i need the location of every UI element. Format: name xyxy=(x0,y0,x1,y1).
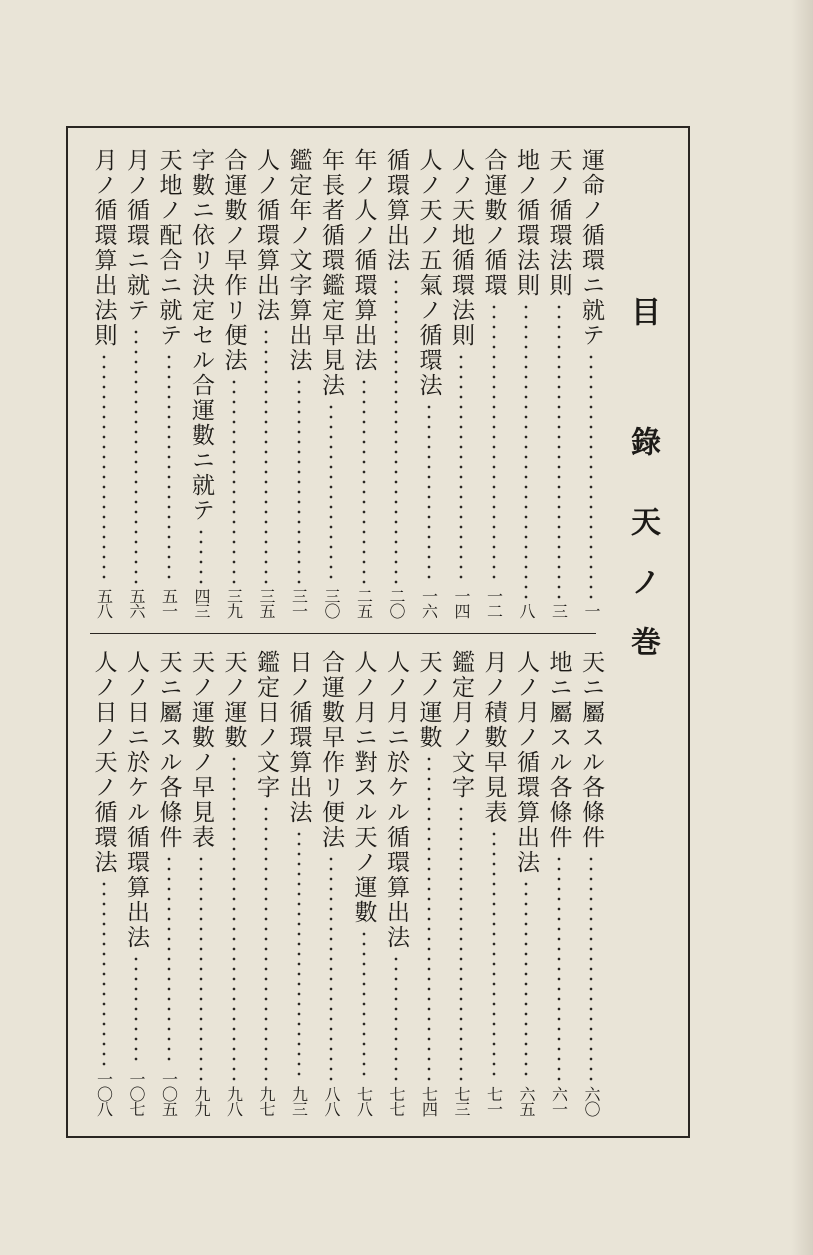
toc-entry-label: 鑑定年ノ文字算出法 xyxy=(285,148,312,373)
title-char-2: 錄 xyxy=(625,426,660,456)
toc-entry-label: 月ノ積數早見表 xyxy=(480,650,507,825)
toc-leader-dots xyxy=(102,879,106,1067)
toc-leader-dots xyxy=(232,754,236,1082)
title-char-4: ノ xyxy=(625,566,660,596)
toc-leader-dots xyxy=(459,352,463,584)
toc-page-number: 四三 xyxy=(192,588,211,618)
toc-entry-label: 循環算出法 xyxy=(383,148,409,273)
toc-entry xyxy=(282,650,316,1116)
toc-entry xyxy=(412,650,446,1116)
toc-entry-label: 天ニ屬スル各條件 xyxy=(155,650,182,850)
toc-entry xyxy=(119,148,153,618)
toc-leader-dots xyxy=(589,352,593,599)
toc-leader-dots xyxy=(394,277,398,584)
toc-page-number: 二〇 xyxy=(387,588,406,618)
toc-leader-dots xyxy=(427,402,431,584)
toc-leader-dots xyxy=(297,377,301,584)
toc-entry-label: 運命ノ循環ニ就テ xyxy=(578,148,604,348)
toc-entry xyxy=(184,148,218,618)
toc-leader-dots xyxy=(167,352,171,584)
toc-leader-dots xyxy=(524,879,528,1082)
toc-entry xyxy=(347,650,381,1116)
toc-entry-label: 人ノ日ノ天ノ循環法 xyxy=(90,650,117,875)
toc-page-number: 七三 xyxy=(452,1086,471,1116)
toc-page-number: 七一 xyxy=(484,1086,504,1116)
toc-page-number: 七八 xyxy=(354,1086,374,1116)
toc-leader-dots xyxy=(589,854,593,1082)
toc-entry xyxy=(509,148,543,618)
toc-leader-dots xyxy=(329,402,333,584)
toc-page-number: 九三 xyxy=(289,1086,309,1116)
toc-leader-dots xyxy=(232,377,236,584)
toc-entry xyxy=(444,650,478,1116)
toc-entry xyxy=(249,650,283,1116)
toc-page-number: 六五 xyxy=(517,1086,536,1116)
toc-leader-dots xyxy=(362,377,366,584)
toc-page-number: 六〇 xyxy=(582,1086,601,1116)
title-char-1: 目 xyxy=(625,296,660,326)
toc-entry-label: 人ノ月ノ循環算出法 xyxy=(513,650,539,875)
toc-entry xyxy=(87,650,121,1116)
toc-page-number: 七七 xyxy=(387,1086,406,1116)
toc-entry-label: 人ノ天ノ五氣ノ循環法 xyxy=(415,148,442,398)
toc-entry-label: 合運數ノ循環 xyxy=(480,148,507,298)
toc-leader-dots xyxy=(297,829,301,1082)
toc-page-number: 三〇 xyxy=(322,588,341,618)
toc-entry xyxy=(347,148,381,618)
toc-entry-label: 年ノ人ノ循環算出法 xyxy=(350,148,377,373)
toc-entry-label: 月ノ循環ニ就テ xyxy=(123,148,149,323)
toc-entry xyxy=(477,650,511,1116)
toc-page-number: 一〇八 xyxy=(94,1071,114,1116)
toc-leader-dots xyxy=(167,854,171,1067)
toc-page-number: 九八 xyxy=(224,1086,244,1116)
title-char-3: 天 xyxy=(625,506,660,536)
toc-entry-label: 月ノ循環算出法則 xyxy=(90,148,117,348)
toc-entry-label: 人ノ月ニ於ケル循環算出法 xyxy=(383,650,409,950)
toc-entry xyxy=(152,148,186,618)
toc-entry xyxy=(119,650,153,1116)
toc-entry-label: 人ノ日ニ於ケル循環算出法 xyxy=(123,650,149,950)
toc-leader-dots xyxy=(427,754,431,1082)
toc-entry xyxy=(509,650,543,1116)
toc-page-number: 八八 xyxy=(322,1086,341,1116)
toc-leader-dots xyxy=(394,954,398,1082)
toc-page-number: 一 xyxy=(582,603,601,618)
toc-page-number: 一〇五 xyxy=(159,1071,179,1116)
toc-leader-dots xyxy=(459,804,463,1082)
toc-entry xyxy=(87,148,121,618)
toc-page-number: 一六 xyxy=(419,588,439,618)
toc-leader-dots xyxy=(199,527,203,584)
toc-entry xyxy=(574,148,608,618)
page-title xyxy=(610,296,670,666)
toc-entry-label: 天地ノ配合ニ就テ xyxy=(155,148,182,348)
toc-page-number: 一二 xyxy=(484,588,504,618)
toc-entry-label: 年長者循環鑑定早見法 xyxy=(318,148,344,398)
toc-leader-dots xyxy=(134,327,138,584)
toc-page-number: 五一 xyxy=(159,588,179,618)
toc-entry xyxy=(184,650,218,1116)
toc-entry xyxy=(379,650,413,1116)
toc-entry-label: 鑑定月ノ文字 xyxy=(448,650,474,800)
toc-page-number: 五八 xyxy=(94,588,114,618)
toc-leader-dots xyxy=(264,327,268,584)
toc-entry-label: 人ノ月ニ對スル天ノ運數 xyxy=(350,650,377,925)
toc-leader-dots xyxy=(557,302,561,599)
title-char-5: 巻 xyxy=(625,626,660,656)
toc-entry-label: 地ノ循環法則 xyxy=(513,148,539,298)
toc-page-number: 三九 xyxy=(224,588,244,618)
toc-page-number: 三 xyxy=(549,603,569,618)
toc-entry xyxy=(217,148,251,618)
toc-page-number: 一〇七 xyxy=(127,1071,146,1116)
toc-leader-dots xyxy=(199,854,203,1082)
toc-entry-label: 合運數早作リ便法 xyxy=(318,650,344,850)
toc-entry-label: 人ノ天地循環法則 xyxy=(448,148,474,348)
toc-leader-dots xyxy=(524,302,528,599)
toc-leader-dots xyxy=(362,929,366,1082)
toc-page-number: 九九 xyxy=(192,1086,211,1116)
page-edge-shadow xyxy=(791,0,813,1255)
section-divider xyxy=(90,633,596,634)
toc-entry xyxy=(412,148,446,618)
toc-page-number: 三五 xyxy=(257,588,276,618)
toc-entry-label: 天ノ運數 xyxy=(415,650,442,750)
toc-page-number: 三一 xyxy=(289,588,309,618)
toc-leader-dots xyxy=(329,854,333,1082)
toc-leader-dots xyxy=(492,302,496,584)
toc-leader-dots xyxy=(102,352,106,584)
toc-entry-label: 地ニ屬スル各條件 xyxy=(545,650,572,850)
toc-entry xyxy=(379,148,413,618)
toc-entry xyxy=(542,650,576,1116)
toc-leader-dots xyxy=(134,954,138,1067)
toc-page-number: 二五 xyxy=(354,588,374,618)
toc-entry-label: 天ノ運數ノ早見表 xyxy=(188,650,214,850)
toc-page-number: 七四 xyxy=(419,1086,439,1116)
toc-entry xyxy=(444,148,478,618)
toc-entry-label: 天ニ屬スル各條件 xyxy=(578,650,604,850)
toc-entry xyxy=(249,148,283,618)
toc-entry-label: 鑑定日ノ文字 xyxy=(253,650,279,800)
toc-entry xyxy=(217,650,251,1116)
toc-entry-label: 合運數ノ早作リ便法 xyxy=(220,148,247,373)
toc-page-number: 五六 xyxy=(127,588,146,618)
toc-leader-dots xyxy=(557,854,561,1082)
toc-page-number: 一四 xyxy=(452,588,471,618)
toc-entry xyxy=(574,650,608,1116)
toc-entry-label: 人ノ循環算出法 xyxy=(253,148,279,323)
toc-entry-label: 字數ニ依リ決定セル合運數ニ就テ xyxy=(188,148,214,523)
toc-entry-label: 天ノ運數 xyxy=(220,650,247,750)
toc-entry xyxy=(152,650,186,1116)
toc-leader-dots xyxy=(264,804,268,1082)
toc-page-number: 八 xyxy=(517,603,536,618)
toc-entry xyxy=(282,148,316,618)
toc-leader-dots xyxy=(492,829,496,1082)
toc-entry xyxy=(314,148,348,618)
toc-entry-label: 日ノ循環算出法 xyxy=(285,650,312,825)
toc-entry-label: 天ノ循環法則 xyxy=(545,148,572,298)
toc-entry xyxy=(477,148,511,618)
toc-page-number: 九七 xyxy=(257,1086,276,1116)
toc-entry xyxy=(314,650,348,1116)
toc-page-number: 六一 xyxy=(549,1086,569,1116)
toc-entry xyxy=(542,148,576,618)
